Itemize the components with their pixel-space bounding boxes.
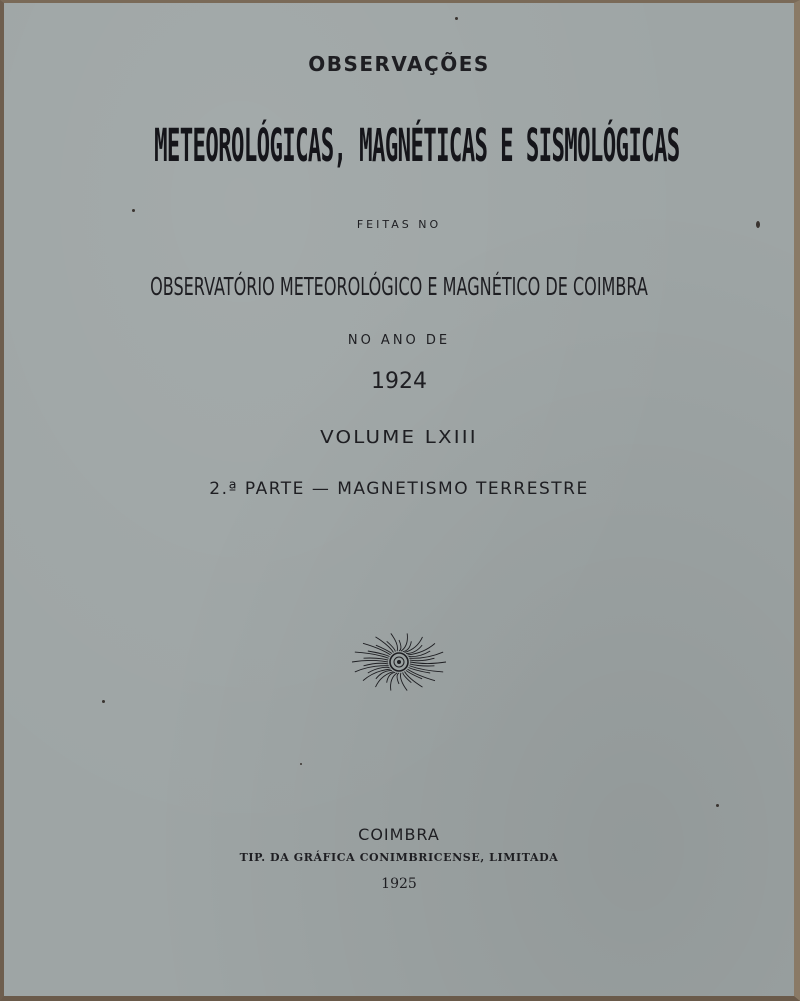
cover-title: METEOROLÓGICAS, MAGNÉTICAS E SISMOLÓGICAS	[154, 121, 680, 173]
paper-speck	[300, 763, 302, 765]
cover-part: 2.ª PARTE — MAGNETISMO TERRESTRE	[209, 479, 589, 499]
sunburst-ray	[368, 667, 390, 673]
cover-heading: OBSERVAÇÕES	[308, 52, 490, 76]
sunburst-ray	[399, 640, 401, 651]
sunburst-ray	[376, 645, 392, 653]
sunburst-ray	[397, 673, 399, 684]
cover-volume: VOLUME LXIII	[320, 427, 478, 448]
sunburst-ray	[409, 651, 431, 657]
sunburst-ray	[409, 666, 443, 672]
sunburst-ray	[364, 658, 389, 660]
cover-year: 1924	[371, 369, 427, 394]
imprint-year: 1925	[381, 876, 417, 892]
sunburst-ray	[391, 673, 398, 691]
paper-speck	[716, 804, 719, 807]
sunburst-ray	[410, 662, 446, 664]
paper-speck	[756, 221, 760, 228]
paper-speck	[455, 17, 458, 20]
cover-year-label: NO ANO DE	[347, 333, 451, 348]
sunburst-ray	[410, 664, 435, 666]
paper-speck	[102, 700, 105, 703]
imprint-city: COIMBRA	[358, 825, 440, 844]
sunburst-ray	[355, 652, 389, 658]
cover-observatory-name: OBSERVATÓRIO METEOROLÓGICO E MAGNÉTICO DE COIMBRA	[150, 273, 648, 302]
sunburst-ray	[406, 670, 422, 678]
imprint-printer: TIP. DA GRÁFICA CONIMBRICENSE, LIMITADA	[239, 851, 559, 864]
sunburst-ray	[352, 660, 388, 662]
sunburst-ornament-icon	[349, 631, 449, 693]
sunburst-ray	[401, 633, 408, 651]
cover-feitas-no: FEITAS NO	[356, 218, 442, 231]
paper-speck	[132, 209, 135, 212]
